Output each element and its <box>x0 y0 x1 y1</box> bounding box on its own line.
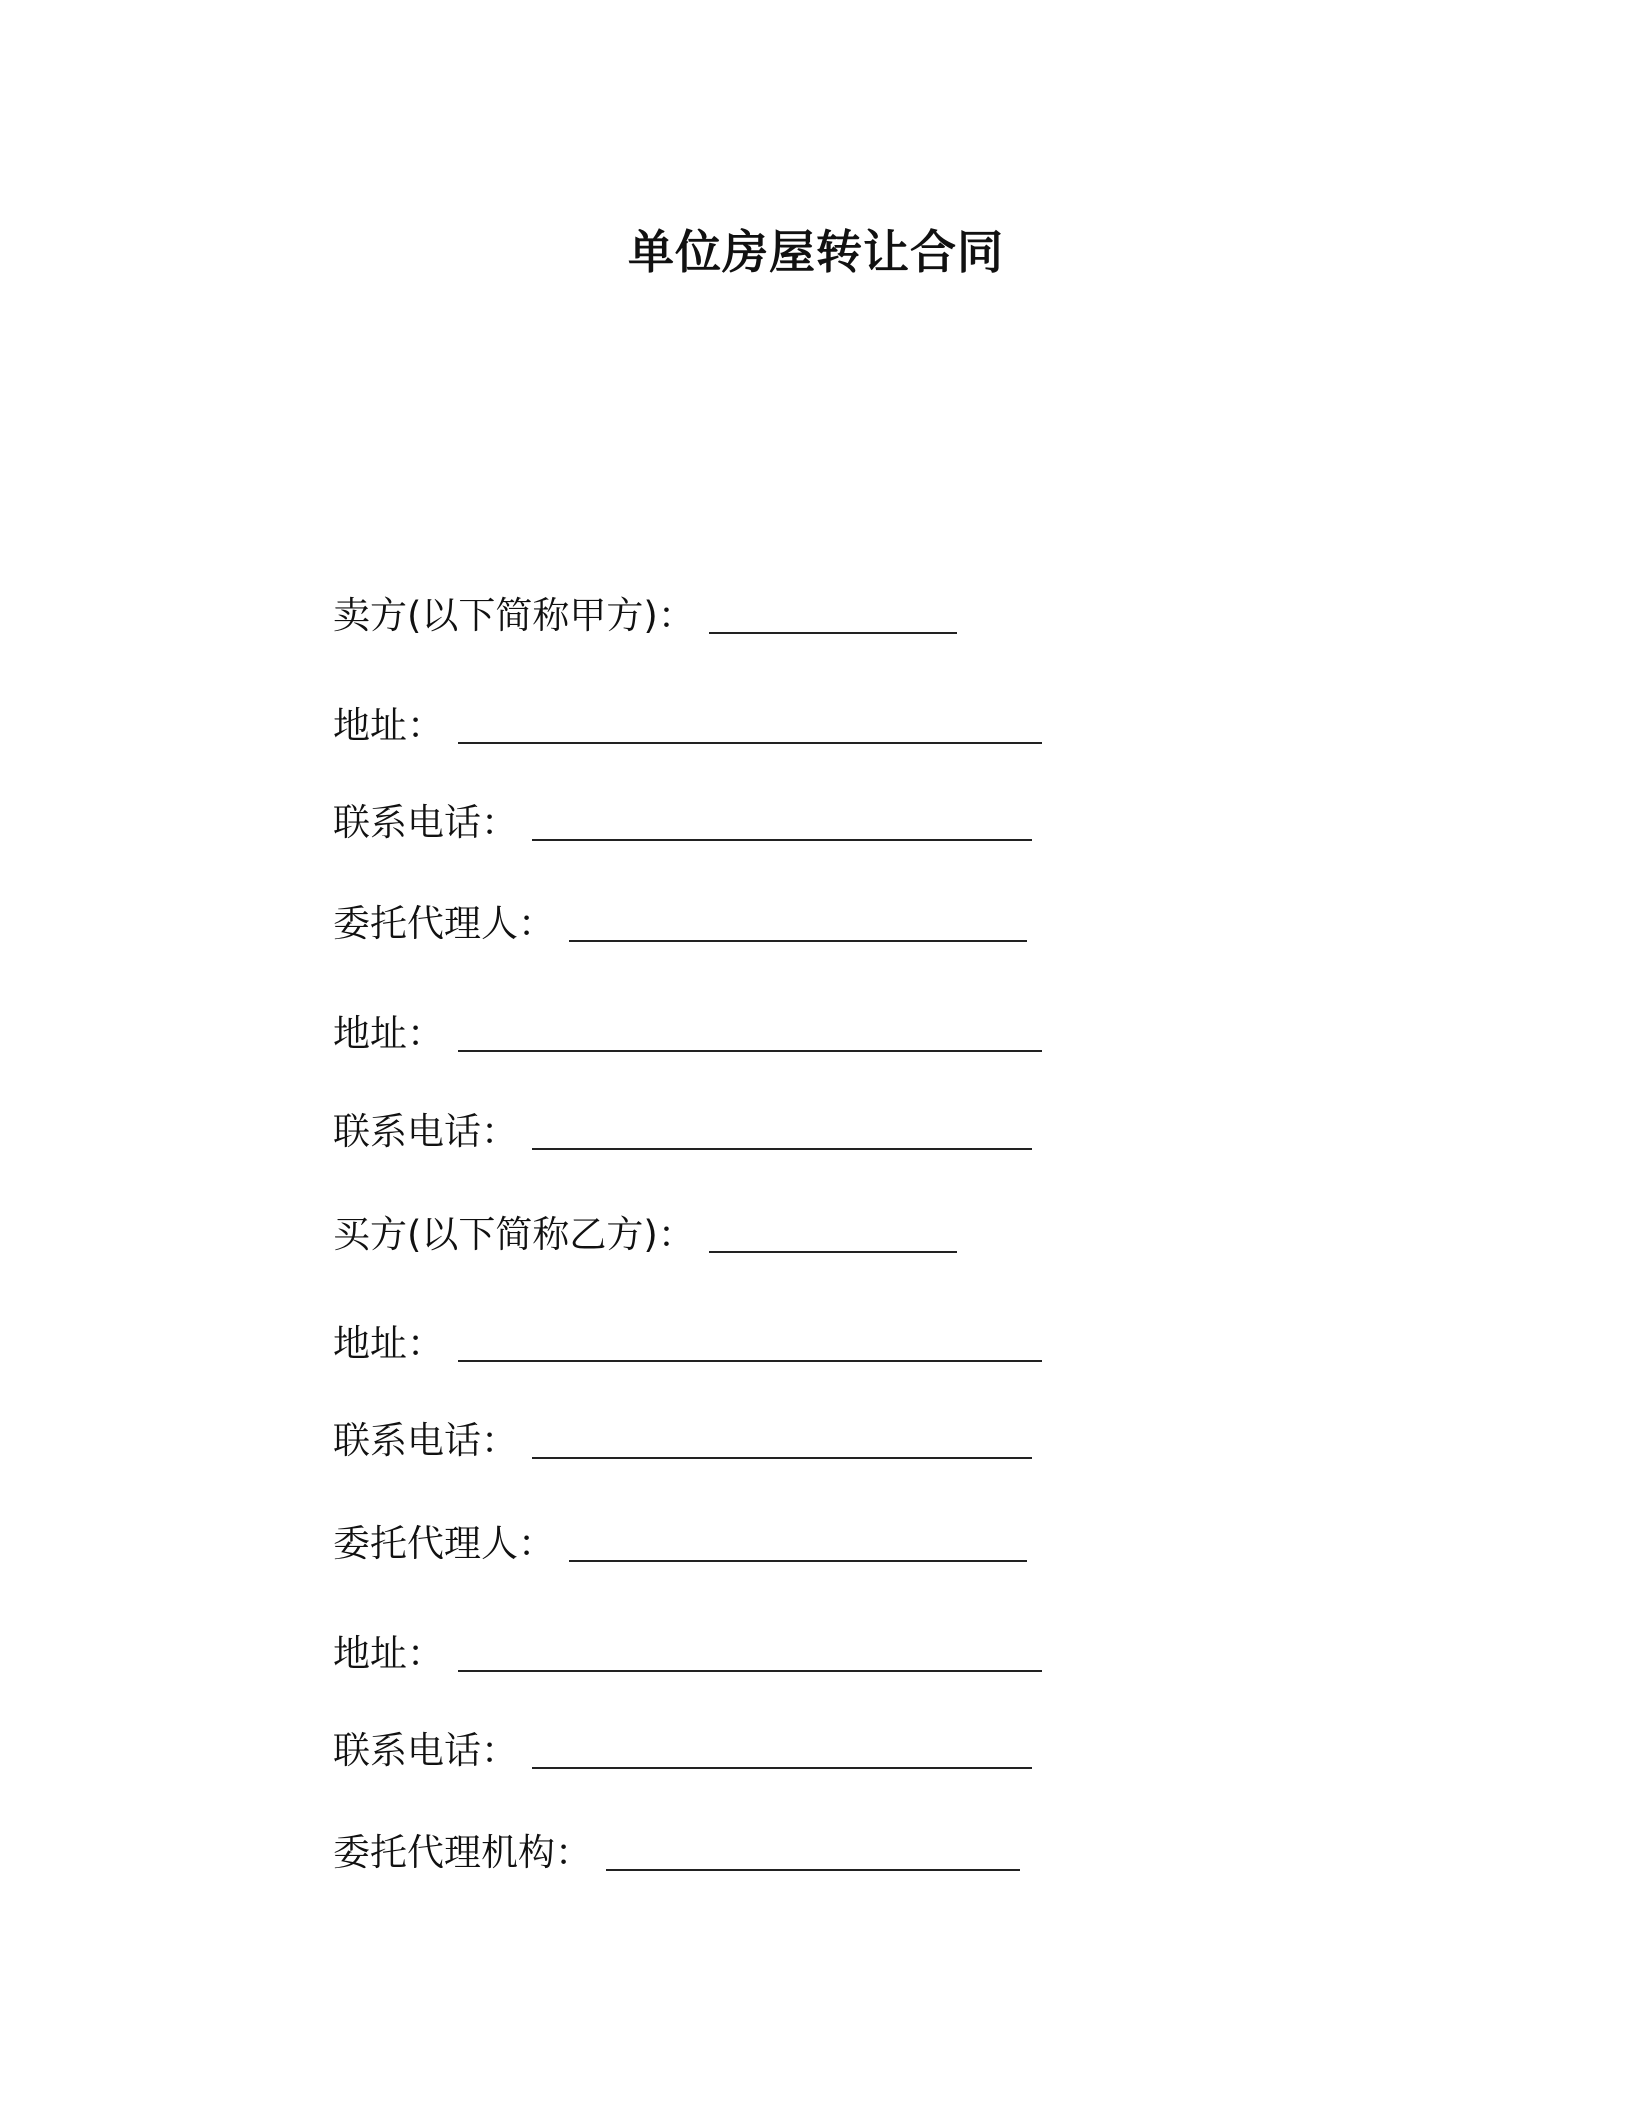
buyer-name-blank[interactable] <box>709 1211 957 1253</box>
buyer-agent-address-blank[interactable] <box>458 1630 1042 1672</box>
seller-phone-line <box>333 797 1032 849</box>
buyer-agent-blank[interactable] <box>569 1520 1027 1562</box>
seller-agent-address-line <box>333 1008 1042 1060</box>
seller-name-label: 卖方(以下简称甲方)： <box>333 594 695 637</box>
seller-address-line <box>333 700 1042 752</box>
buyer-agent-phone-line <box>333 1725 1032 1777</box>
buyer-agent-phone-label: 联系电话： <box>333 1729 518 1772</box>
seller-name-blank[interactable] <box>709 592 957 634</box>
seller-agent-phone-blank[interactable] <box>532 1108 1032 1150</box>
seller-address-blank[interactable] <box>458 702 1042 744</box>
agency-blank[interactable] <box>606 1829 1020 1871</box>
buyer-name-label: 买方(以下简称乙方)： <box>333 1213 695 1256</box>
buyer-phone-line <box>333 1415 1032 1467</box>
seller-phone-blank[interactable] <box>532 799 1032 841</box>
buyer-agent-phone-blank[interactable] <box>532 1727 1032 1769</box>
buyer-agent-address-line <box>333 1628 1042 1680</box>
seller-agent-blank[interactable] <box>569 900 1027 942</box>
seller-name-line <box>333 590 957 642</box>
agency-line <box>333 1827 1020 1879</box>
seller-agent-phone-line <box>333 1106 1032 1158</box>
seller-address-label: 地址： <box>333 704 444 747</box>
seller-phone-label: 联系电话： <box>333 801 518 844</box>
buyer-address-label: 地址： <box>333 1322 444 1365</box>
seller-agent-phone-label: 联系电话： <box>333 1110 518 1153</box>
buyer-address-blank[interactable] <box>458 1320 1042 1362</box>
buyer-name-line <box>333 1209 957 1261</box>
seller-agent-line <box>333 898 1027 950</box>
buyer-agent-line <box>333 1518 1027 1570</box>
seller-agent-label: 委托代理人： <box>333 902 555 945</box>
page-title: 单位房屋转让合同 <box>628 225 1004 279</box>
buyer-address-line <box>333 1318 1042 1370</box>
seller-agent-address-label: 地址： <box>333 1012 444 1055</box>
seller-agent-address-blank[interactable] <box>458 1010 1042 1052</box>
buyer-agent-address-label: 地址： <box>333 1632 444 1675</box>
buyer-phone-blank[interactable] <box>532 1417 1032 1459</box>
agency-label: 委托代理机构： <box>333 1831 592 1874</box>
buyer-agent-label: 委托代理人： <box>333 1522 555 1565</box>
buyer-phone-label: 联系电话： <box>333 1419 518 1462</box>
